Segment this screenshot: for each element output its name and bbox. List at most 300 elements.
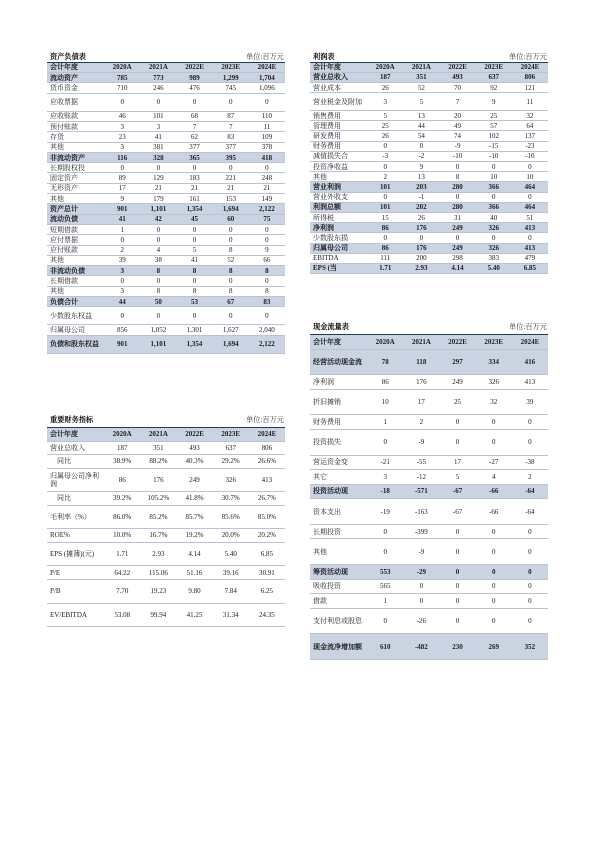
row-value: -67 — [439, 484, 475, 499]
row-value: 0 — [512, 564, 548, 579]
row-label: 经营活动现金流 — [310, 349, 367, 375]
row-value: 377 — [213, 142, 249, 152]
year-header: 2022E — [176, 62, 212, 72]
table-row — [47, 194, 285, 204]
header-row — [310, 335, 548, 350]
unit-label: 单位:百万元 — [176, 52, 285, 62]
row-value: 32 — [476, 389, 512, 415]
table-row — [47, 152, 285, 162]
row-label: 营业成本 — [310, 83, 367, 93]
row-value: -26 — [403, 608, 439, 634]
table-row — [47, 214, 285, 224]
cash-flow-panel — [310, 320, 548, 660]
row-value: 1,354 — [176, 335, 212, 353]
row-value: 0 — [249, 93, 285, 111]
row-value: 4 — [476, 470, 512, 485]
year-header: 2024E — [512, 62, 548, 72]
row-value: 0 — [512, 192, 548, 202]
year-header: 2021A — [403, 335, 439, 350]
row-value: 85.6% — [213, 505, 249, 529]
table-row — [310, 121, 548, 131]
table-row — [310, 579, 548, 594]
row-value: 806 — [249, 441, 285, 455]
header-row — [47, 62, 285, 72]
row-value: 5.40 — [476, 263, 512, 273]
table-title: 利润表 — [310, 52, 439, 62]
table-row — [47, 286, 285, 296]
row-value: 87 — [213, 111, 249, 121]
row-value: 49 — [439, 121, 475, 131]
row-value: 2 — [367, 172, 403, 182]
row-value: 46 — [104, 111, 140, 121]
row-value: 26 — [403, 212, 439, 222]
row-value: 75 — [249, 214, 285, 224]
row-label: 其他 — [310, 539, 367, 565]
table-row — [310, 634, 548, 660]
row-value: 0 — [176, 307, 212, 325]
row-value: 17 — [104, 183, 140, 193]
row-value: 0 — [249, 276, 285, 286]
row-value: 45 — [176, 214, 212, 224]
row-value: 464 — [512, 202, 548, 212]
table-row — [310, 455, 548, 470]
table-row — [310, 253, 548, 263]
row-value: 326 — [476, 243, 512, 253]
table-row — [47, 173, 285, 183]
row-value: 129 — [140, 173, 176, 183]
row-label: 财务费用 — [310, 141, 367, 151]
row-value: 102 — [476, 131, 512, 141]
row-value: 0 — [512, 415, 548, 430]
row-label: EPS (摊薄)(元) — [47, 542, 104, 566]
row-value: -9 — [439, 141, 475, 151]
row-label: 筹资活动现 — [310, 564, 367, 579]
row-value: 773 — [140, 73, 176, 83]
row-value: 66 — [249, 255, 285, 265]
row-label: 少数股东损 — [310, 233, 367, 243]
table-row — [310, 499, 548, 525]
row-value: 60 — [213, 214, 249, 224]
table-row — [310, 182, 548, 192]
year-header: 2023E — [476, 335, 512, 350]
year-header: 2022E — [439, 335, 475, 350]
row-value: 326 — [476, 223, 512, 233]
row-value: 0 — [213, 163, 249, 173]
row-value: 121 — [512, 83, 548, 93]
row-value: 901 — [104, 204, 140, 214]
row-value: 248 — [249, 173, 285, 183]
row-value: 4.14 — [439, 263, 475, 273]
row-value: 0 — [367, 141, 403, 151]
row-value: 0 — [439, 524, 475, 539]
year-header: 2022E — [176, 428, 212, 442]
row-value: 86 — [367, 223, 403, 233]
row-value: -19 — [367, 499, 403, 525]
cash-flow-table — [310, 320, 548, 660]
row-value: 41.8% — [176, 492, 212, 506]
table-row — [47, 529, 285, 543]
row-value: 0 — [403, 233, 439, 243]
row-label: 投资净收益 — [310, 162, 367, 172]
row-value: 0 — [439, 233, 475, 243]
row-value: 44 — [104, 297, 140, 307]
year-header: 2021A — [140, 62, 176, 72]
row-value: 86.0% — [104, 505, 140, 529]
row-value: 9 — [249, 245, 285, 255]
row-label: 其他 — [47, 142, 104, 152]
row-label: 其他 — [310, 172, 367, 182]
row-value: 29.2% — [213, 455, 249, 469]
row-value: 85.0% — [249, 505, 285, 529]
year-header: 2024E — [512, 335, 548, 350]
row-value: 4.14 — [176, 542, 212, 566]
row-value: 64.22 — [104, 566, 140, 580]
row-value: 8 — [439, 172, 475, 182]
table-row — [310, 192, 548, 202]
row-value: -64 — [512, 499, 548, 525]
row-value: 0 — [176, 93, 212, 111]
row-value: 51.16 — [176, 566, 212, 580]
row-value: 280 — [439, 202, 475, 212]
table-row — [47, 505, 285, 529]
row-value: 0 — [512, 524, 548, 539]
row-value: 101 — [367, 202, 403, 212]
row-value: 40.3% — [176, 455, 212, 469]
row-value: 99.94 — [140, 603, 176, 627]
row-value: 86 — [367, 375, 403, 390]
row-value: 7.70 — [104, 579, 140, 603]
table-title-row — [310, 320, 548, 335]
row-value: 0 — [104, 276, 140, 286]
row-value: 413 — [512, 223, 548, 233]
row-value: 54 — [403, 131, 439, 141]
table-row — [47, 307, 285, 325]
table-row — [310, 141, 548, 151]
row-label: 营业总收入 — [47, 441, 104, 455]
table-row — [310, 524, 548, 539]
row-value: 19.23 — [140, 579, 176, 603]
row-value: 0 — [403, 579, 439, 594]
row-value: 20.2% — [249, 529, 285, 543]
year-header: 2020A — [104, 62, 140, 72]
row-value: 26.7% — [249, 492, 285, 506]
row-value: 38 — [140, 255, 176, 265]
table-title: 现金流量表 — [310, 320, 439, 335]
row-value: 0 — [213, 307, 249, 325]
table-row — [47, 297, 285, 307]
row-value: 0 — [213, 93, 249, 111]
row-value: 0 — [512, 539, 548, 565]
income-statement-panel — [310, 52, 548, 274]
row-value: 3 — [367, 470, 403, 485]
row-value: 202 — [403, 202, 439, 212]
table-row — [47, 83, 285, 93]
row-value: 476 — [176, 83, 212, 93]
row-value: 0 — [249, 235, 285, 245]
row-value: 7.84 — [213, 579, 249, 603]
row-value: 1,052 — [140, 325, 176, 335]
row-value: 416 — [512, 349, 548, 375]
row-label: 毛利率（%） — [47, 505, 104, 529]
row-value: 0 — [439, 594, 475, 609]
row-value: 68 — [176, 111, 212, 121]
row-value: 83 — [249, 297, 285, 307]
row-value: 280 — [439, 182, 475, 192]
row-value: 0 — [439, 539, 475, 565]
year-header: 2021A — [140, 428, 176, 442]
row-value: 0 — [439, 564, 475, 579]
row-label: 其它 — [310, 470, 367, 485]
table-row — [310, 429, 548, 455]
year-header: 2023E — [213, 62, 249, 72]
row-label: 同比 — [47, 492, 104, 506]
row-value: 3 — [367, 93, 403, 111]
row-value: 565 — [367, 579, 403, 594]
table-row — [47, 93, 285, 111]
row-value: 105.2% — [140, 492, 176, 506]
table-row — [310, 223, 548, 233]
table-row — [47, 492, 285, 506]
row-value: 3 — [104, 266, 140, 276]
row-value: 26 — [367, 131, 403, 141]
row-label: 其他 — [47, 194, 104, 204]
row-value: 31 — [439, 212, 475, 222]
row-value: 179 — [140, 194, 176, 204]
row-value: 53.08 — [104, 603, 140, 627]
row-value: 24.35 — [249, 603, 285, 627]
row-value: 381 — [140, 142, 176, 152]
table-row — [310, 349, 548, 375]
row-value: 464 — [512, 182, 548, 192]
row-value: 30.7% — [213, 492, 249, 506]
header-label: 会计年度 — [47, 428, 104, 442]
table-row — [310, 608, 548, 634]
row-value: 610 — [367, 634, 403, 660]
row-value: 328 — [140, 152, 176, 162]
row-value: 1 — [367, 594, 403, 609]
table-row — [310, 202, 548, 212]
row-value: 51 — [512, 212, 548, 222]
row-value: 1,096 — [249, 83, 285, 93]
row-value: 31.34 — [213, 603, 249, 627]
row-value: 39.2% — [104, 492, 140, 506]
row-value: -27 — [476, 455, 512, 470]
row-label: 营业税金及附加 — [310, 93, 367, 111]
row-value: 637 — [476, 72, 512, 82]
row-value: 0 — [512, 162, 548, 172]
row-value: 41 — [140, 132, 176, 142]
row-value: 86 — [367, 243, 403, 253]
row-value: 17 — [403, 389, 439, 415]
row-label: 应付票据 — [47, 235, 104, 245]
unit-label: 单位:百万元 — [176, 414, 285, 428]
row-value: 39.16 — [213, 566, 249, 580]
row-value: 0 — [476, 539, 512, 565]
row-value: -66 — [476, 484, 512, 499]
row-value: -163 — [403, 499, 439, 525]
table-row — [47, 325, 285, 335]
row-value: 297 — [439, 349, 475, 375]
row-value: -571 — [403, 484, 439, 499]
row-label: 应收票据 — [47, 93, 104, 111]
row-value: 115.06 — [140, 566, 176, 580]
row-value: 0 — [367, 539, 403, 565]
row-value: 5.40 — [213, 542, 249, 566]
row-value: 0 — [213, 235, 249, 245]
row-value: 351 — [403, 72, 439, 82]
row-label: 资本支出 — [310, 499, 367, 525]
row-value: 553 — [367, 564, 403, 579]
row-value: 92 — [476, 83, 512, 93]
row-label: 研发费用 — [310, 131, 367, 141]
row-value: 246 — [140, 83, 176, 93]
row-value: 21 — [249, 183, 285, 193]
row-value: 52 — [213, 255, 249, 265]
row-value: 365 — [176, 152, 212, 162]
row-value: 0 — [213, 224, 249, 234]
row-value: 3 — [104, 286, 140, 296]
row-value: 101 — [140, 111, 176, 121]
table-title-row — [310, 52, 548, 62]
row-value: 1,301 — [176, 325, 212, 335]
row-value: 0 — [476, 192, 512, 202]
row-value: -399 — [403, 524, 439, 539]
row-value: 479 — [512, 253, 548, 263]
row-label: 固定资产 — [47, 173, 104, 183]
row-value: 856 — [104, 325, 140, 335]
row-value: 0 — [403, 594, 439, 609]
row-value: 11 — [249, 122, 285, 132]
row-value: 153 — [213, 194, 249, 204]
row-value: 137 — [512, 131, 548, 141]
row-label: 应收账款 — [47, 111, 104, 121]
row-value: 89 — [104, 173, 140, 183]
row-value: 74 — [439, 131, 475, 141]
row-value: 0 — [213, 276, 249, 286]
row-label: 归属母公司 — [47, 325, 104, 335]
row-value: 418 — [249, 152, 285, 162]
row-value: 64 — [512, 121, 548, 131]
year-header: 2020A — [367, 335, 403, 350]
row-value: 53 — [176, 297, 212, 307]
row-value: 176 — [140, 468, 176, 492]
row-label: 负债和股东权益 — [47, 335, 104, 353]
row-value: 0 — [476, 608, 512, 634]
row-value: 0 — [367, 608, 403, 634]
row-value: -21 — [367, 455, 403, 470]
table-row — [310, 172, 548, 182]
row-value: 3 — [104, 122, 140, 132]
row-label: 长期股权投 — [47, 163, 104, 173]
header-row — [47, 428, 285, 442]
table-row — [47, 335, 285, 353]
row-value: 149 — [249, 194, 285, 204]
row-value: -23 — [512, 141, 548, 151]
row-value: 23 — [104, 132, 140, 142]
row-label: EPS (当 — [310, 263, 367, 273]
row-label: 负债合计 — [47, 297, 104, 307]
table-row — [310, 131, 548, 141]
table-row — [47, 276, 285, 286]
table-row — [47, 455, 285, 469]
row-value: 203 — [403, 182, 439, 192]
row-value: 2 — [104, 245, 140, 255]
row-value: -12 — [403, 470, 439, 485]
table-row — [47, 235, 285, 245]
row-value: 7 — [176, 122, 212, 132]
row-value: 0 — [512, 579, 548, 594]
row-value: 187 — [104, 441, 140, 455]
row-value: 0 — [512, 429, 548, 455]
table-row — [310, 539, 548, 565]
row-value: 0 — [104, 235, 140, 245]
table-title-row — [47, 414, 285, 428]
row-label: 流动资产 — [47, 73, 104, 83]
row-value: 38.9% — [104, 455, 140, 469]
year-header: 2020A — [104, 428, 140, 442]
row-value: 20.0% — [213, 529, 249, 543]
row-value: 0 — [476, 429, 512, 455]
row-label: 营运资金变 — [310, 455, 367, 470]
table-row — [310, 212, 548, 222]
unit-label: 单位:百万元 — [439, 52, 548, 62]
row-value: 0 — [439, 415, 475, 430]
row-value: 249 — [439, 223, 475, 233]
row-value: 86 — [104, 468, 140, 492]
table-row — [47, 204, 285, 214]
row-value: -15 — [476, 141, 512, 151]
row-value: 334 — [476, 349, 512, 375]
row-value: 0 — [104, 163, 140, 173]
row-value: 187 — [367, 72, 403, 82]
row-value: 0 — [476, 579, 512, 594]
row-label: EV/EBITDA — [47, 603, 104, 627]
row-value: 8 — [213, 245, 249, 255]
table-title: 重要财务指标 — [47, 414, 176, 428]
row-value: 806 — [512, 72, 548, 82]
table-row — [310, 484, 548, 499]
row-value: 0 — [367, 162, 403, 172]
row-label: 所得税 — [310, 212, 367, 222]
row-value: 118 — [403, 349, 439, 375]
row-label: 资产总计 — [47, 204, 104, 214]
row-value: 21 — [176, 183, 212, 193]
row-label: 销售费用 — [310, 111, 367, 121]
row-label: 长期投资 — [310, 524, 367, 539]
header-label: 会计年度 — [310, 335, 367, 350]
table-row — [310, 594, 548, 609]
row-label: 营业利润 — [310, 182, 367, 192]
balance-sheet-table — [47, 52, 285, 354]
row-value: -10 — [512, 151, 548, 161]
row-label: 净利润 — [310, 375, 367, 390]
row-value: 0 — [140, 163, 176, 173]
row-value: 20 — [439, 111, 475, 121]
row-value: 32 — [512, 111, 548, 121]
row-value: 0 — [367, 524, 403, 539]
row-label: 支付利息或股息 — [310, 608, 367, 634]
row-value: 1,694 — [213, 335, 249, 353]
row-value: 13 — [403, 172, 439, 182]
table-row — [47, 603, 285, 627]
row-value: 30.91 — [249, 566, 285, 580]
row-value: 8 — [176, 286, 212, 296]
row-value: 221 — [213, 173, 249, 183]
row-value: 17 — [439, 455, 475, 470]
table-row — [310, 415, 548, 430]
row-value: 785 — [104, 73, 140, 83]
row-label: 非流动负债 — [47, 266, 104, 276]
